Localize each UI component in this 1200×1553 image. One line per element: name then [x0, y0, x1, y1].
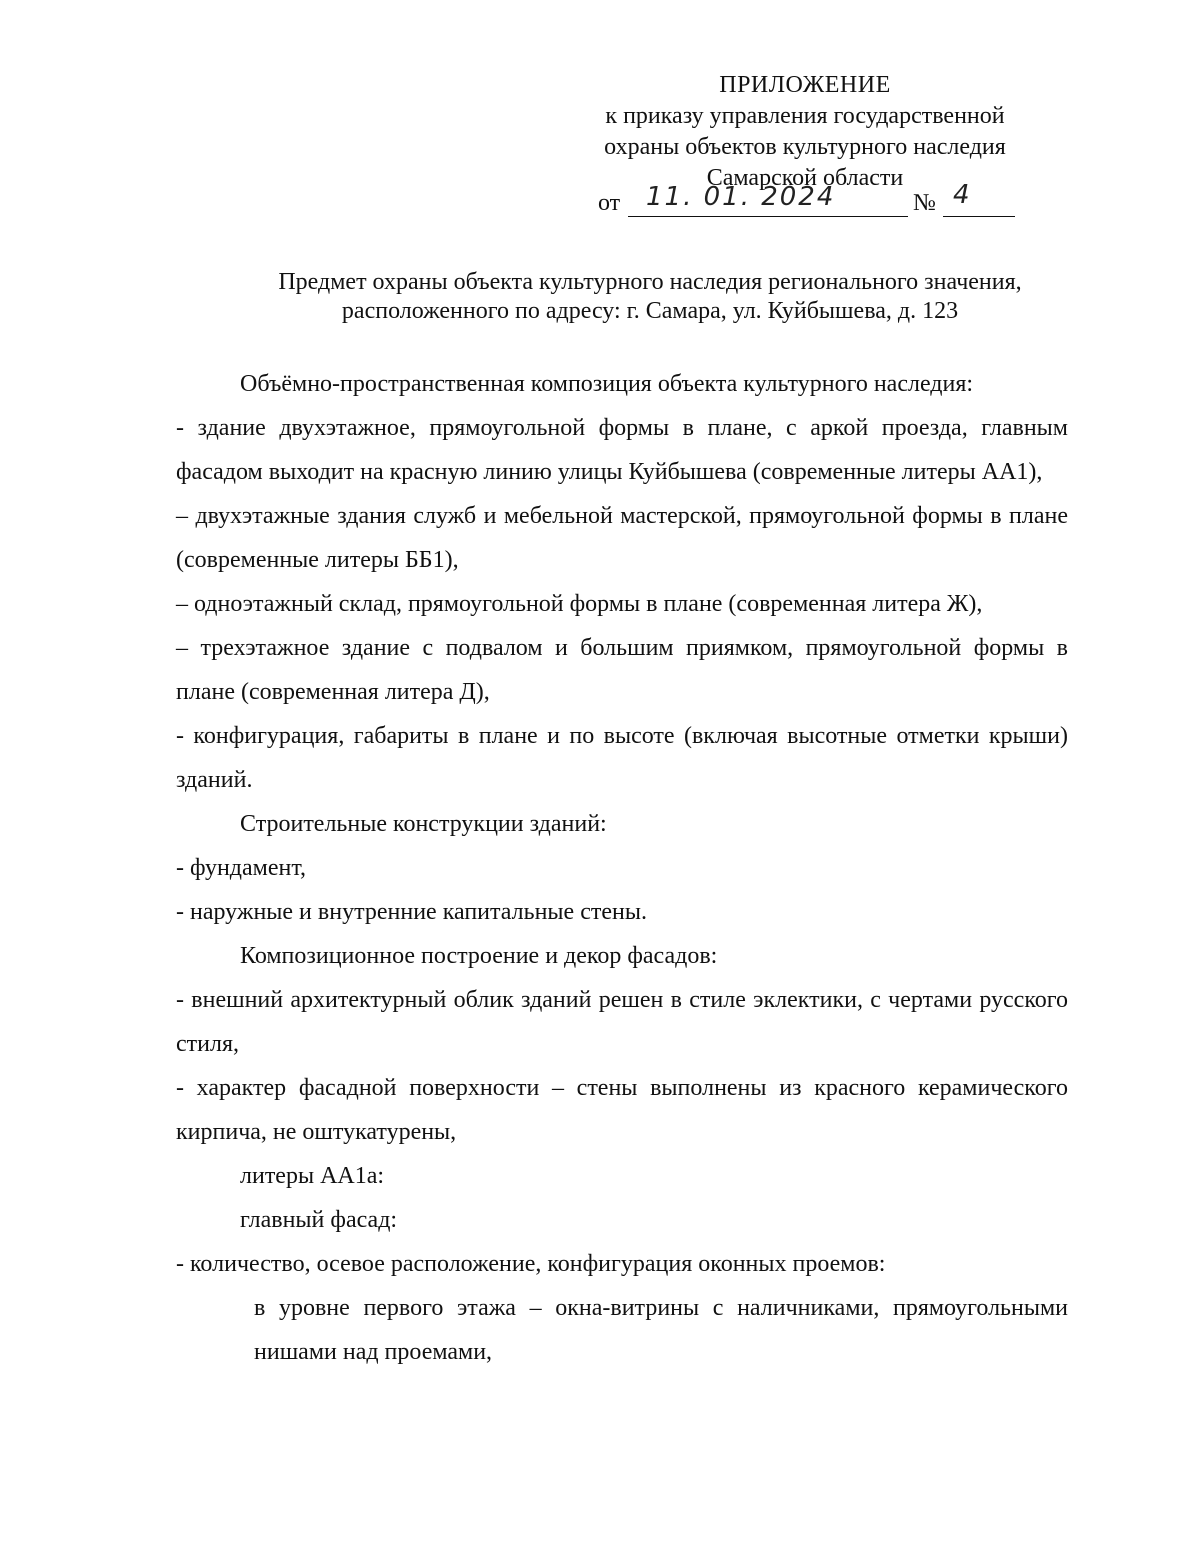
- paragraph: - конфигурация, габариты в плане и по высоте (включая высотные отметки крыши) зданий.: [176, 723, 1068, 793]
- subheading: главный фасад:: [240, 1207, 398, 1233]
- order-date-line: [598, 180, 1028, 220]
- handwritten-date: 11. 01. 2024: [646, 182, 836, 212]
- header-line-3: Самарской области: [706, 165, 904, 191]
- subject-line-1: Предмет охраны объекта культурного наследия регионального значения,: [278, 269, 1022, 295]
- header-line-2: охраны объектов культурного наследия: [604, 134, 1006, 160]
- header-line-1: к приказу управления государственной: [605, 103, 1005, 129]
- section-heading: Строительные конструкции зданий:: [240, 811, 607, 837]
- paragraph: - здание двухэтажное, прямоугольной формы в плане, с аркой проезда, главным фасадом выходит на красную линию улицы Куйбышева (современные литеры АА1),: [176, 415, 1068, 485]
- paragraph: - фундамент,: [176, 855, 307, 881]
- date-prefix: от: [598, 190, 621, 216]
- number-underline: [943, 216, 1015, 217]
- subject-line-2: расположенного по адресу: г. Самара, ул. Куйбышева, д. 123: [341, 298, 959, 324]
- appendix-header: [580, 70, 1030, 194]
- date-underline: [628, 216, 908, 217]
- paragraph: – трехэтажное здание с подвалом и большим приямком, прямоугольной формы в плане (современная литера Д),: [176, 635, 1068, 705]
- paragraph: – одноэтажный склад, прямоугольной формы в плане (современная литера Ж),: [176, 591, 983, 617]
- section-heading: Объёмно-пространственная композиция объекта культурного наследия:: [240, 371, 974, 397]
- subheading: литеры АА1а:: [240, 1163, 385, 1189]
- paragraph: [176, 1286, 1068, 1374]
- document-subject: [200, 268, 1100, 326]
- paragraph-text: в уровне первого этажа – окна-витрины с наличниками, прямоугольными нишами над проемами,: [254, 1295, 1068, 1365]
- section-heading: Композиционное построение и декор фасадов:: [240, 943, 718, 969]
- handwritten-number: 4: [953, 180, 972, 210]
- document-body: [176, 362, 1068, 1374]
- paragraph: - количество, осевое расположение, конфигурация оконных проемов:: [176, 1251, 886, 1277]
- number-prefix: №: [913, 190, 936, 216]
- appendix-title: ПРИЛОЖЕНИЕ: [719, 72, 891, 98]
- paragraph: - характер фасадной поверхности – стены выполнены из красного керамического кирпича, не оштукатурены,: [176, 1075, 1068, 1145]
- paragraph: - наружные и внутренние капитальные стены.: [176, 899, 647, 925]
- paragraph: - внешний архитектурный облик зданий решен в стиле эклектики, с чертами русского стиля,: [176, 987, 1068, 1057]
- paragraph: – двухэтажные здания служб и мебельной мастерской, прямоугольной формы в плане (современные литеры ББ1),: [176, 503, 1068, 573]
